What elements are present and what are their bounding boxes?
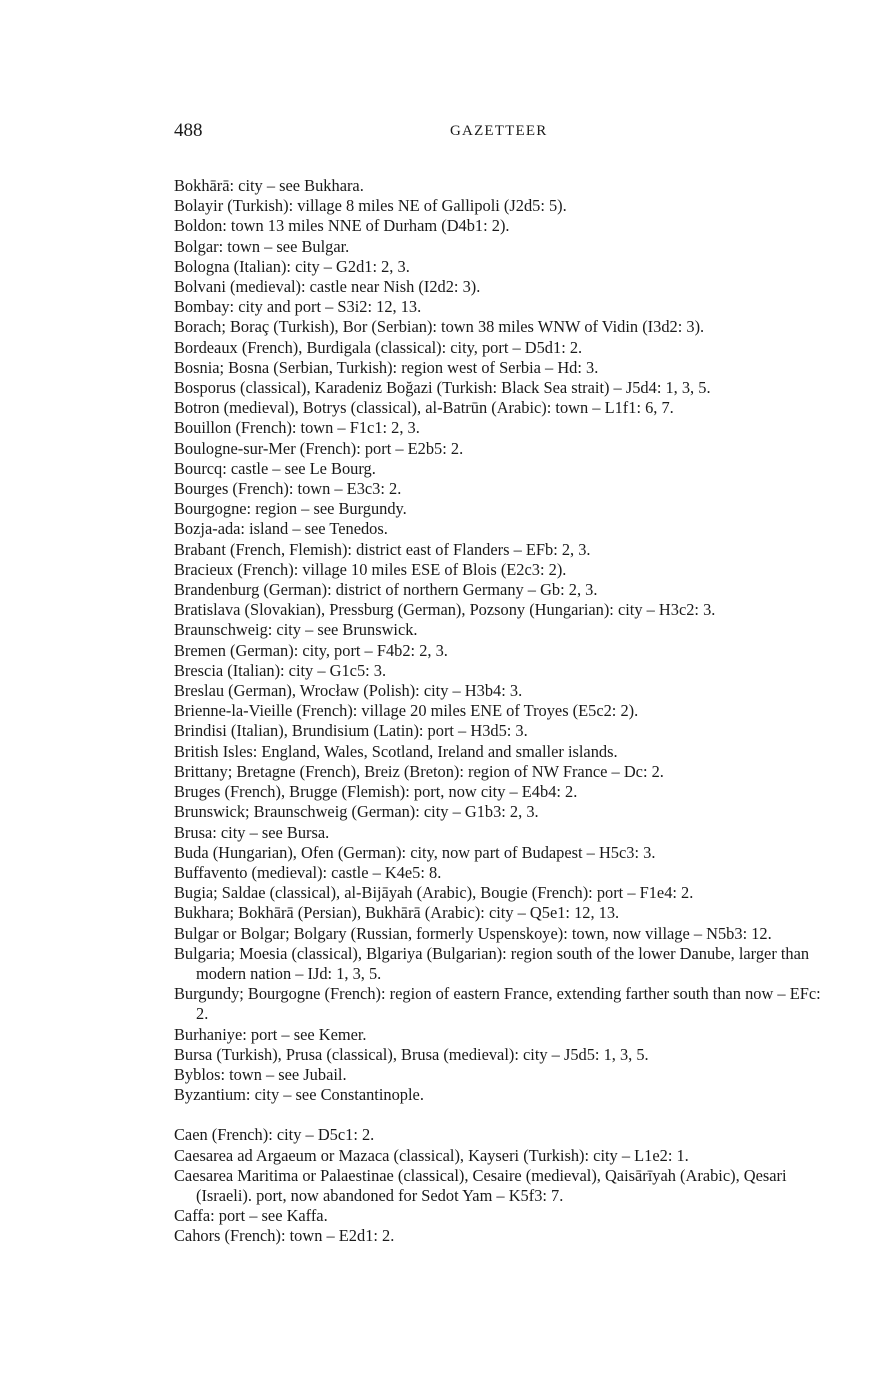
gazetteer-entry: Caen (French): city – D5c1: 2. bbox=[174, 1125, 375, 1145]
gazetteer-entry: Bosporus (classical), Karadeniz Boğazi (Turkish: Black Sea strait) – J5d4: 1, 3, 5. bbox=[174, 378, 711, 398]
gazetteer-entry: Buda (Hungarian), Ofen (German): city, now part of Budapest – H5c3: 3. bbox=[174, 842, 656, 862]
gazetteer-entry: Bolgar: town – see Bulgar. bbox=[174, 236, 350, 256]
gazetteer-entry: Boldon: town 13 miles NNE of Durham (D4b1: 2). bbox=[174, 216, 510, 236]
gazetteer-entry: Bratislava (Slovakian), Pressburg (German), Pozsony (Hungarian): city – H3c2: 3. bbox=[174, 600, 716, 620]
gazetteer-entry: Bolvani (medieval): castle near Nish (I2d2: 3). bbox=[174, 277, 481, 297]
gazetteer-entry: Bologna (Italian): city – G2d1: 2, 3. bbox=[174, 256, 410, 276]
gazetteer-entry: Bruges (French), Brugge (Flemish): port, now city – E4b4: 2. bbox=[174, 782, 578, 802]
running-head: GAZETTEER bbox=[450, 123, 548, 139]
gazetteer-entry: Caesarea ad Argaeum or Mazaca (classical), Kayseri (Turkish): city – L1e2: 1. bbox=[174, 1145, 689, 1165]
gazetteer-entry: Borach; Boraç (Turkish), Bor (Serbian): town 38 miles WNW of Vidin (I3d2: 3). bbox=[174, 317, 705, 337]
gazetteer-entry: Brandenburg (German): district of northern Germany – Gb: 2, 3. bbox=[174, 580, 598, 600]
gazetteer-entry: British Isles: England, Wales, Scotland, Ireland and smaller islands. bbox=[174, 741, 618, 761]
gazetteer-entry: Boulogne-sur-Mer (French): port – E2b5: 2. bbox=[174, 438, 464, 458]
gazetteer-entry: Brabant (French, Flemish): district east of Flanders – EFb: 2, 3. bbox=[174, 539, 591, 559]
gazetteer-entry: Bukhara; Bokhārā (Persian), Bukhārā (Arabic): city – Q5e1: 12, 13. bbox=[174, 903, 620, 923]
gazetteer-entry: Bremen (German): city, port – F4b2: 2, 3. bbox=[174, 640, 448, 660]
gazetteer-entry: Burhaniye: port – see Kemer. bbox=[174, 1024, 367, 1044]
gazetteer-entry: Byzantium: city – see Constantinople. bbox=[174, 1085, 424, 1105]
page-number: 488 bbox=[174, 120, 203, 141]
gazetteer-entry: Bolayir (Turkish): village 8 miles NE of Gallipoli (J2d5: 5). bbox=[174, 196, 567, 216]
gazetteer-entry: Brescia (Italian): city – G1c5: 3. bbox=[174, 660, 387, 680]
gazetteer-entry: Bracieux (French): village 10 miles ESE of Blois (E2c3: 2). bbox=[174, 559, 567, 579]
gazetteer-entry: Bursa (Turkish), Prusa (classical), Brusa (medieval): city – J5d5: 1, 3, 5. bbox=[174, 1044, 649, 1064]
gazetteer-entry: Bourges (French): town – E3c3: 2. bbox=[174, 479, 402, 499]
gazetteer-entry: Buffavento (medieval): castle – K4e5: 8. bbox=[174, 862, 442, 882]
gazetteer-entry: Brienne-la-Vieille (French): village 20 miles ENE of Troyes (E5c2: 2). bbox=[174, 701, 639, 721]
gazetteer-entry: Caesarea Maritima or Palaestinae (classical), Cesaire (medieval), Qaisārīyah (Arabic), Qesari (Israeli). port, now abandoned for Sedot Yam – K5f3: 7. bbox=[174, 1165, 787, 1205]
gazetteer-entry: Bouillon (French): town – F1c1: 2, 3. bbox=[174, 418, 420, 438]
gazetteer-entry: Bugia; Saldae (classical), al-Bijāyah (Arabic), Bougie (French): port – F1e4: 2. bbox=[174, 883, 694, 903]
gazetteer-entry: Bulgar or Bolgar; Bolgary (Russian, formerly Uspenskoye): town, now village – N5b3: 12. bbox=[174, 923, 772, 943]
gazetteer-entry: Braunschweig: city – see Brunswick. bbox=[174, 620, 418, 640]
gazetteer-entry: Bombay: city and port – S3i2: 12, 13. bbox=[174, 297, 422, 317]
gazetteer-entry: Bozja-ada: island – see Tenedos. bbox=[174, 519, 388, 539]
gazetteer-entry: Brittany; Bretagne (French), Breiz (Breton): region of NW France – Dc: 2. bbox=[174, 761, 664, 781]
gazetteer-entry: Bourgogne: region – see Burgundy. bbox=[174, 499, 407, 519]
gazetteer-entry: Brunswick; Braunschweig (German): city – G1b3: 2, 3. bbox=[174, 802, 539, 822]
gazetteer-entry: Bulgaria; Moesia (classical), Blgariya (Bulgarian): region south of the lower Danube, larger than modern nation – IJd: 1, 3, 5. bbox=[174, 943, 810, 983]
gazetteer-entry: Brindisi (Italian), Brundisium (Latin): port – H3d5: 3. bbox=[174, 721, 528, 741]
gazetteer-entry: Bosnia; Bosna (Serbian, Turkish): region west of Serbia – Hd: 3. bbox=[174, 357, 599, 377]
gazetteer-entry: Byblos: town – see Jubail. bbox=[174, 1064, 347, 1084]
gazetteer-entry: Breslau (German), Wrocław (Polish): city – H3b4: 3. bbox=[174, 681, 523, 701]
gazetteer-entry: Bokhārā: city – see Bukhara. bbox=[174, 176, 364, 195]
gazetteer-entries bbox=[174, 176, 834, 1247]
gazetteer-entry: Burgundy; Bourgogne (French): region of eastern France, extending farther south than now – EFc: 2. bbox=[174, 984, 821, 1024]
gazetteer-entry: Brusa: city – see Bursa. bbox=[174, 822, 330, 842]
gazetteer-entry: Botron (medieval), Botrys (classical), al-Batrūn (Arabic): town – L1f1: 6, 7. bbox=[174, 398, 674, 418]
gazetteer-entry: Cahors (French): town – E2d1: 2. bbox=[174, 1226, 395, 1246]
gazetteer-entry: Bourcq: castle – see Le Bourg. bbox=[174, 458, 376, 478]
gazetteer-entry: Caffa: port – see Kaffa. bbox=[174, 1206, 328, 1226]
gazetteer-entry: Bordeaux (French), Burdigala (classical): city, port – D5d1: 2. bbox=[174, 337, 583, 357]
